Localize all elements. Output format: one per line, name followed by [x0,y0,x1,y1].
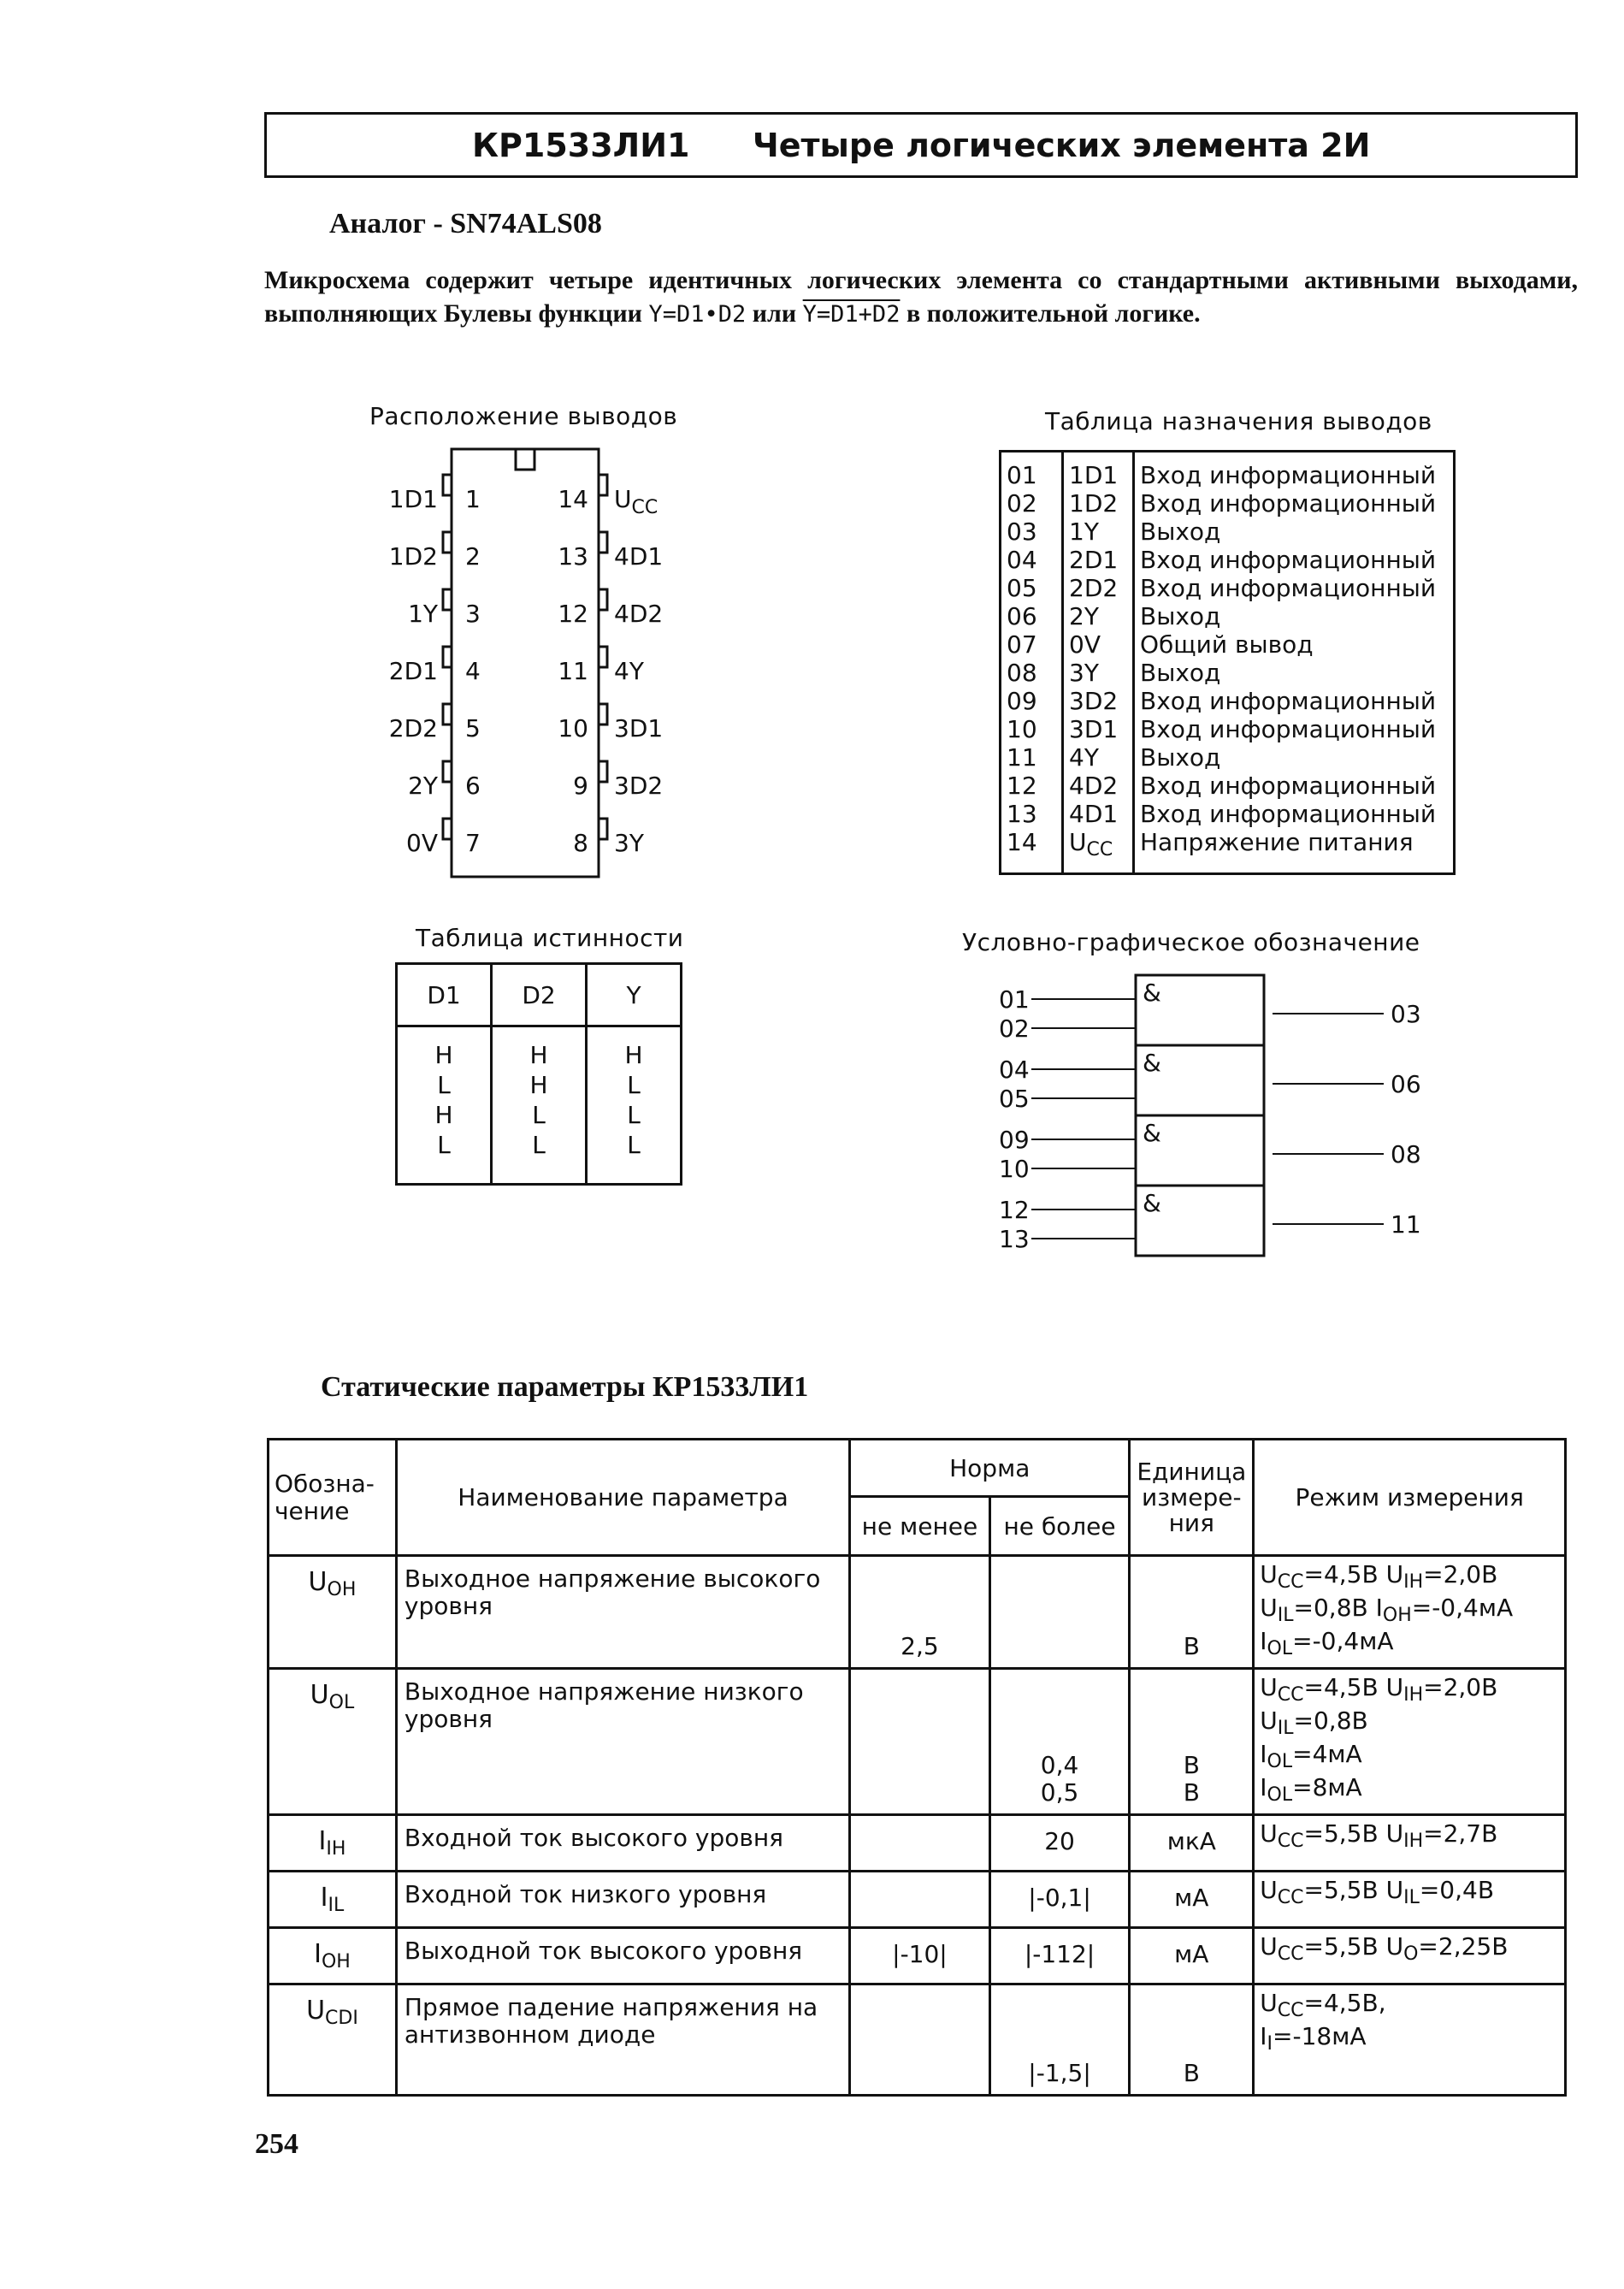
truth-d2: L [492,1100,587,1130]
truth-header-y: Y [587,964,682,1026]
pin-name-left: 2D2 [388,714,438,742]
pin-signal: 0V [1063,630,1134,659]
formula-or: Y=D1+D2 [802,301,901,328]
pin-row [1001,743,1455,772]
truth-d1: H [397,1026,492,1071]
param-unit: В [1130,1556,1254,1669]
pin-number-right: 13 [558,542,588,571]
pin-lead-right [599,475,607,495]
pin-lead-left [443,704,452,725]
pin-row [1001,518,1455,546]
and-symbol: & [1143,979,1161,1007]
col-mode: Режим измерения [1254,1440,1566,1556]
pin-number-left: 7 [465,829,481,857]
pin-lead-left [443,589,452,610]
pin-function: Вход информационный [1134,574,1455,602]
truth-row [397,1130,682,1185]
truth-header-d2: D2 [492,964,587,1026]
gate-output-label: 08 [1391,1140,1421,1168]
param-max: |-112| [989,1928,1130,1984]
pin-num: 13 [1007,800,1037,828]
pin-table-caption: Таблица назначения выводов [1045,407,1432,435]
gate-input-label: 01 [999,985,1030,1014]
param-conditions: $U_{CC}=4,5В$ $U_{IH}=2,0В$ $U_{IL}=0,8В$ $I_{OH}=-0,4мА$ $I_{OL}=-0,4мА$ [1254,1556,1566,1669]
pin-lead-right [599,589,607,610]
pin-number-right: 11 [558,657,588,685]
and-symbol: & [1143,1049,1161,1077]
pin-number-left: 6 [465,772,481,800]
pin-assignment-table [999,450,1456,875]
col-min: не менее [850,1497,990,1556]
param-min [850,1669,990,1815]
truth-d1: H [397,1100,492,1130]
param-min: 2,5 [850,1556,990,1669]
chip-title: Четыре логических элемента 2И [753,127,1371,164]
pin-row [1001,659,1455,687]
truth-table-caption: Таблица истинности [416,924,684,952]
param-row [269,1556,1566,1669]
truth-row [397,1100,682,1130]
static-params-title: Статические параметры КР1533ЛИ1 [321,1371,809,1403]
pin-name-right: 3D2 [614,772,664,800]
pin-num: 10 [1007,715,1037,743]
truth-table [395,962,682,1186]
param-unit: В [1130,1984,1254,2096]
intro-text: Микросхема содержит четыре идентичных логических элемента со стандартными активными выходами, выполняющих Булевы функции [264,266,1578,328]
pin-name-right: 4D1 [614,542,664,571]
pin-number-left: 4 [465,657,481,685]
pin-signal: 1D2 [1063,489,1134,518]
analog-line: Аналог - SN74ALS08 [329,208,602,240]
pin-function: Вход информационный [1134,772,1455,800]
and-symbol: & [1143,1189,1161,1217]
pin-row [1001,630,1455,659]
pin-row [1001,800,1455,828]
param-max: |-1,5| [989,1984,1130,2096]
pin-number-right: 8 [573,829,588,857]
param-conditions: $U_{CC}=4,5В$ $U_{IH}=2,0В$ $U_{IL}=0,8В$ $I_{OL}=4мА$ $I_{OL}=8мА$ [1254,1669,1566,1815]
param-name: Входной ток высокого уровня [396,1815,849,1872]
pin-lead-left [443,647,452,667]
pin-number-right: 12 [558,600,588,628]
pin-name-right: 4D2 [614,600,664,628]
pin-lead-right [599,704,607,725]
pin-row [1001,546,1455,574]
param-row [269,1669,1566,1815]
param-symbol: $I_{OH}$ [269,1928,397,1984]
param-symbol: $U_{OH}$ [269,1556,397,1669]
param-conditions: $U_{CC}=4,5В$, $I_I=-18мА$ [1254,1984,1566,2096]
pin-signal: 4D1 [1063,800,1134,828]
pin-function: Напряжение питания [1134,828,1455,874]
truth-y: L [587,1130,682,1185]
col-max: не более [989,1497,1130,1556]
pin-row [1001,574,1455,602]
param-min [850,1815,990,1872]
intro-tail: в положительной логике. [900,299,1201,328]
param-max [989,1556,1130,1669]
pin-number-right: 9 [573,772,588,800]
param-row [269,1872,1566,1928]
gate-output-label: 03 [1391,1000,1421,1028]
pin-function: Выход [1134,659,1455,687]
pin-lead-right [599,532,607,553]
pin-num: 06 [1007,602,1037,630]
param-symbol: $U_{OL}$ [269,1669,397,1815]
gate-input-label: 02 [999,1014,1030,1043]
pin-function: Вход информационный [1134,800,1455,828]
param-row [269,1984,1566,2096]
pin-signal: 2Y [1063,602,1134,630]
pinout-diagram [376,441,667,885]
header-box [264,112,1578,178]
gate-input-label: 09 [999,1126,1030,1154]
pin-name-left: 1D2 [388,542,438,571]
pin-row [1001,602,1455,630]
pin-number-left: 5 [465,714,481,742]
pin-signal: 2D1 [1063,546,1134,574]
col-norm: Норма [850,1440,1130,1497]
param-min: |-10| [850,1928,990,1984]
static-params-table [267,1438,1567,2097]
col-name: Наименование параметра [396,1440,849,1556]
pin-num: 09 [1007,687,1037,715]
truth-y: L [587,1070,682,1100]
param-unit: В В [1130,1669,1254,1815]
pin-num: 04 [1007,546,1037,574]
pin-row [1001,715,1455,743]
pin-function: Общий вывод [1134,630,1455,659]
param-conditions: $U_{CC}=5,5В$ $U_{IL}=0,4В$ [1254,1872,1566,1928]
param-max: |-0,1| [989,1872,1130,1928]
pin-lead-right [599,761,607,782]
pin-function: Вход информационный [1134,452,1455,490]
pin-number-left: 3 [465,600,481,628]
symbol-caption: Условно-графическое обозначение [962,928,1420,956]
pin-num: 14 [1007,828,1037,856]
orientation-notch [516,449,534,470]
pin-name-right: 3Y [614,829,644,857]
gate-input-label: 04 [999,1056,1030,1084]
truth-header-d1: D1 [397,964,492,1026]
pin-lead-left [443,819,452,839]
pin-lead-left [443,532,452,553]
pin-lead-right [599,647,607,667]
pin-function: Выход [1134,602,1455,630]
pin-signal: 1D1 [1063,452,1134,490]
pin-signal: $U_{CC}$ [1063,828,1134,874]
pin-number-left: 1 [465,485,481,513]
pin-function: Выход [1134,518,1455,546]
pin-name-left: 1Y [408,600,438,628]
param-min [850,1984,990,2096]
col-unit: Единица измере- ния [1130,1440,1254,1556]
gate-input-label: 10 [999,1155,1030,1183]
gate-input-label: 12 [999,1196,1030,1224]
pin-name-left: 0V [406,829,438,857]
intro-connector: или [746,299,803,328]
pin-signal: 4D2 [1063,772,1134,800]
truth-d2: L [492,1130,587,1185]
pin-lead-left [443,475,452,495]
pin-function: Выход [1134,743,1455,772]
param-row [269,1928,1566,1984]
pin-name-left: 1D1 [388,485,438,513]
pin-name-left: 2Y [408,772,438,800]
gate-input-label: 05 [999,1085,1030,1113]
pin-function: Вход информационный [1134,546,1455,574]
truth-row [397,1070,682,1100]
and-symbol: & [1143,1119,1161,1147]
col-designation: Обозна- чение [269,1440,397,1556]
pin-row [1001,489,1455,518]
pin-row [1001,687,1455,715]
param-name: Выходное напряжение низкого уровня [396,1669,849,1815]
formula-and: Y=D1•D2 [648,301,747,328]
param-name: Выходной ток высокого уровня [396,1928,849,1984]
gate-output-label: 06 [1391,1070,1421,1098]
param-unit: мкА [1130,1815,1254,1872]
logic-symbol [983,967,1462,1266]
param-conditions: $U_{CC}=5,5В$ $U_{IH}=2,7В$ [1254,1815,1566,1872]
param-name: Входной ток низкого уровня [396,1872,849,1928]
param-max: 0,4 0,5 [989,1669,1130,1815]
pin-lead-right [599,819,607,839]
truth-d2: H [492,1070,587,1100]
pin-function: Вход информационный [1134,489,1455,518]
pin-num: 11 [1007,743,1037,772]
pin-signal: 2D2 [1063,574,1134,602]
param-name: Прямое падение напряжения на антизвонном диоде [396,1984,849,2096]
truth-y: L [587,1100,682,1130]
truth-row [397,1026,682,1071]
pin-num: 03 [1007,518,1037,546]
pin-signal: 3D1 [1063,715,1134,743]
pin-name-right: 3D1 [614,714,664,742]
param-row [269,1815,1566,1872]
pin-number-right: 10 [558,714,588,742]
param-name: Выходное напряжение высокого уровня [396,1556,849,1669]
and-gates-symbol [983,967,1462,1266]
param-symbol: $I_{IL}$ [269,1872,397,1928]
pin-row [1001,452,1455,490]
param-unit: мА [1130,1928,1254,1984]
param-unit: мА [1130,1872,1254,1928]
intro-paragraph [264,263,1578,331]
pin-signal: 4Y [1063,743,1134,772]
pin-name-right: $U_{CC}$ [614,485,658,518]
param-symbol: $I_{IH}$ [269,1815,397,1872]
pin-name-left: 2D1 [388,657,438,685]
chip-code: КР1533ЛИ1 [472,127,690,164]
param-conditions: $U_{CC}=5,5В$ $U_O=2,25В$ [1254,1928,1566,1984]
pin-number-left: 2 [465,542,481,571]
truth-d1: L [397,1070,492,1100]
dip14-package [376,441,667,885]
gate-output-label: 11 [1391,1210,1421,1239]
pin-num: 01 [1007,461,1037,489]
pin-row [1001,828,1455,874]
pin-signal: 1Y [1063,518,1134,546]
pin-number-right: 14 [558,485,588,513]
pin-name-right: 4Y [614,657,644,685]
pin-num: 08 [1007,659,1037,687]
param-max: 20 [989,1815,1130,1872]
pin-num: 05 [1007,574,1037,602]
truth-y: H [587,1026,682,1071]
truth-d2: H [492,1026,587,1071]
pin-num: 07 [1007,630,1037,659]
pin-lead-left [443,761,452,782]
pin-row [1001,772,1455,800]
gate-input-label: 13 [999,1225,1030,1253]
truth-d1: L [397,1130,492,1185]
param-symbol: $U_{CDI}$ [269,1984,397,2096]
page-number: 254 [255,2128,298,2160]
pinout-caption: Расположение выводов [369,402,678,430]
pin-num: 02 [1007,489,1037,518]
pin-signal: 3D2 [1063,687,1134,715]
pin-num: 12 [1007,772,1037,800]
pin-function: Вход информационный [1134,715,1455,743]
pin-function: Вход информационный [1134,687,1455,715]
pin-signal: 3Y [1063,659,1134,687]
param-min [850,1872,990,1928]
